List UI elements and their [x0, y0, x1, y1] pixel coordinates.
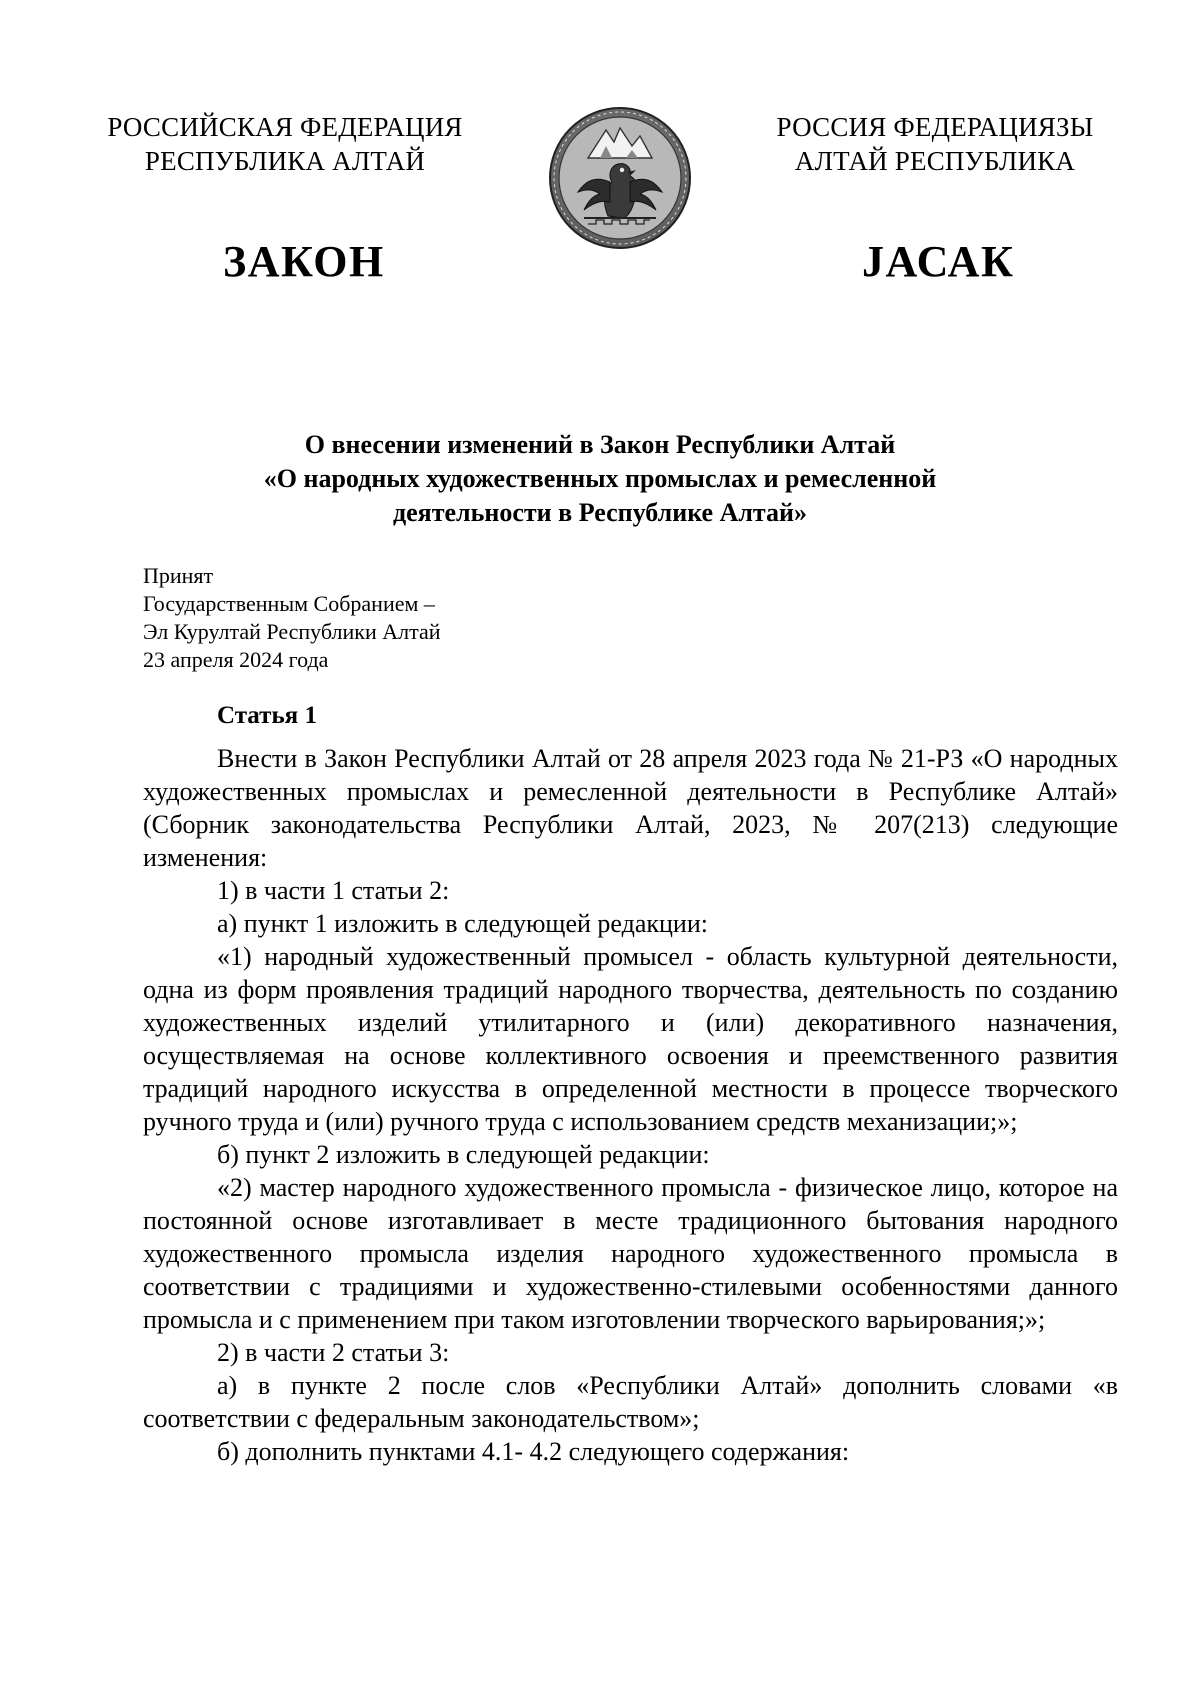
altai-coat-of-arms-icon — [548, 106, 692, 250]
header-right-line-1: РОССИЯ ФЕДЕРАЦИЯЗЫ — [776, 112, 1094, 142]
paragraph: 2) в части 2 статьи 3: — [217, 1338, 450, 1367]
law-title-altai: JАСАК — [862, 237, 1015, 286]
adoption-date: 23 апреля 2024 года — [143, 647, 329, 672]
paragraph: 1) в части 1 статьи 2: — [217, 876, 450, 905]
paragraph: а) в пункте 2 после слов «Республики Алтай» дополнить словами «в соответствии с федеральным законодательством»; — [143, 1371, 1118, 1433]
header-left-line-2: РЕСПУБЛИКА АЛТАЙ — [144, 146, 426, 176]
law-title-russian: ЗАКОН — [223, 237, 385, 286]
title-line-3: деятельности в Республике Алтай» — [392, 498, 808, 527]
adoption-line-3: Эл Курултай Республики Алтай — [143, 619, 441, 644]
paragraph: б) дополнить пунктами 4.1- 4.2 следующего содержания: — [217, 1437, 850, 1466]
document-title — [150, 428, 1050, 530]
header-right — [740, 110, 1130, 178]
paragraph: а) пункт 1 изложить в следующей редакции: — [217, 909, 708, 938]
paragraph: «1) народный художественный промысел - область культурной деятельности, одна из форм проявления традиций народного творчества, деятельность по созданию художественных изделий утилитарного и (или) декоративного назначения, осуществляемая на основе коллективного освоения и преемственного развития традиций народного искусства в определенной местности в процессе творческого ручного труда и (или) ручного труда с использованием средств механизации;»; — [143, 942, 1118, 1136]
adoption-line-1: Принят — [143, 563, 214, 588]
article-body — [143, 742, 1118, 1468]
adoption-block — [143, 562, 441, 674]
title-line-2: «О народных художественных промыслах и ремесленной — [263, 464, 937, 493]
header-left — [90, 110, 480, 178]
paragraph: «2) мастер народного художественного промысла - физическое лицо, которое на постоянной основе изготавливает в месте традиционного бытования народного художественного промысла изделия народного художественного промысла в соответствии с традициями и художественно-стилевыми особенностями данного промысла и с применением при таком изготовлении творческого варьирования;»; — [143, 1173, 1118, 1334]
article-heading: Статья 1 — [217, 702, 317, 729]
paragraph: б) пункт 2 изложить в следующей редакции: — [217, 1140, 710, 1169]
adoption-line-2: Государственным Собранием – — [143, 591, 435, 616]
header-left-line-1: РОССИЙСКАЯ ФЕДЕРАЦИЯ — [107, 112, 463, 142]
title-line-1: О внесении изменений в Закон Республики Алтай — [304, 430, 896, 459]
paragraph: Внести в Закон Республики Алтай от 28 апреля 2023 года № 21-РЗ «О народных художественных промыслах и ремесленной деятельности в Республике Алтай» (Сборник законодательства Республики Алтай, 2023, № 207(213) следующие изменения: — [143, 744, 1118, 872]
header-right-line-2: АЛТАЙ РЕСПУБЛИКА — [794, 146, 1076, 176]
